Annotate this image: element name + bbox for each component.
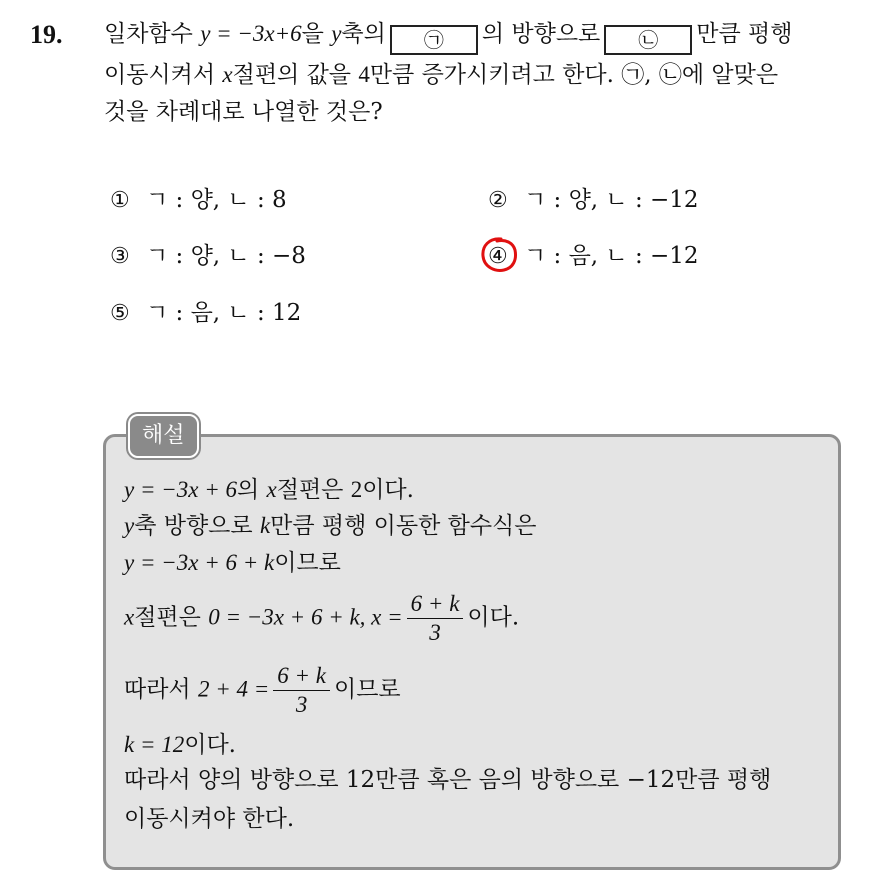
answer-mark-circle — [479, 235, 519, 275]
solution-line-3: y = −3x + 6 + k이므로 — [124, 550, 341, 576]
solution-line-4: x절편은 0 = −3x + 6 + k, x = $\frac{6 + k}{3}$ 이다. — [124, 591, 520, 645]
solution-line-6: k = 12이다. — [124, 732, 236, 758]
blank-box-1: ㉠ — [390, 25, 478, 55]
question-number: 19. — [30, 20, 63, 49]
blank-box-2: ㉡ — [604, 25, 692, 55]
solution-tag: 해설 — [128, 414, 199, 458]
question-line-2: 이동시켜서 x절편의 값을 4만큼 증가시키려고 한다. ㉠, ㉡에 알맞은 — [104, 62, 779, 88]
choice-2[interactable]: ② ㄱ : 양, ㄴ : −12 — [488, 187, 699, 213]
choice-4[interactable]: ④ ㄱ : 음, ㄴ : −12 — [488, 243, 699, 269]
solution-line-7: 따라서 양의 방향으로 12만큼 혹은 음의 방향으로 −12만큼 평행 — [124, 767, 772, 793]
question-line-3: 것을 차례대로 나열한 것은? — [104, 99, 383, 125]
fraction: $\frac{6 + k}{3}$ — [273, 662, 330, 719]
choice-3[interactable]: ③ ㄱ : 양, ㄴ : −8 — [110, 243, 306, 269]
choice-5[interactable]: ⑤ ㄱ : 음, ㄴ : 12 — [110, 300, 302, 326]
solution-line-1: y = −3x + 6의 x절편은 2이다. — [124, 477, 414, 503]
solution-line-5: 따라서 2 + 4 = $\frac{6 + k}{3}$ 이므로 — [124, 663, 401, 717]
solution-line-8: 이동시켜야 한다. — [124, 806, 295, 832]
choice-1[interactable]: ① ㄱ : 양, ㄴ : 8 — [110, 187, 287, 213]
solution-line-2: y축 방향으로 k만큼 평행 이동한 함수식은 — [124, 513, 537, 539]
question-line-1: 일차함수 y = −3x+6을 y축의 ㉠ 의 방향으로 ㉡ 만큼 평행 — [104, 19, 792, 55]
equation: y = −3x+6 — [200, 21, 302, 46]
fraction: $\frac{6 + k}{3}$ — [407, 590, 464, 647]
